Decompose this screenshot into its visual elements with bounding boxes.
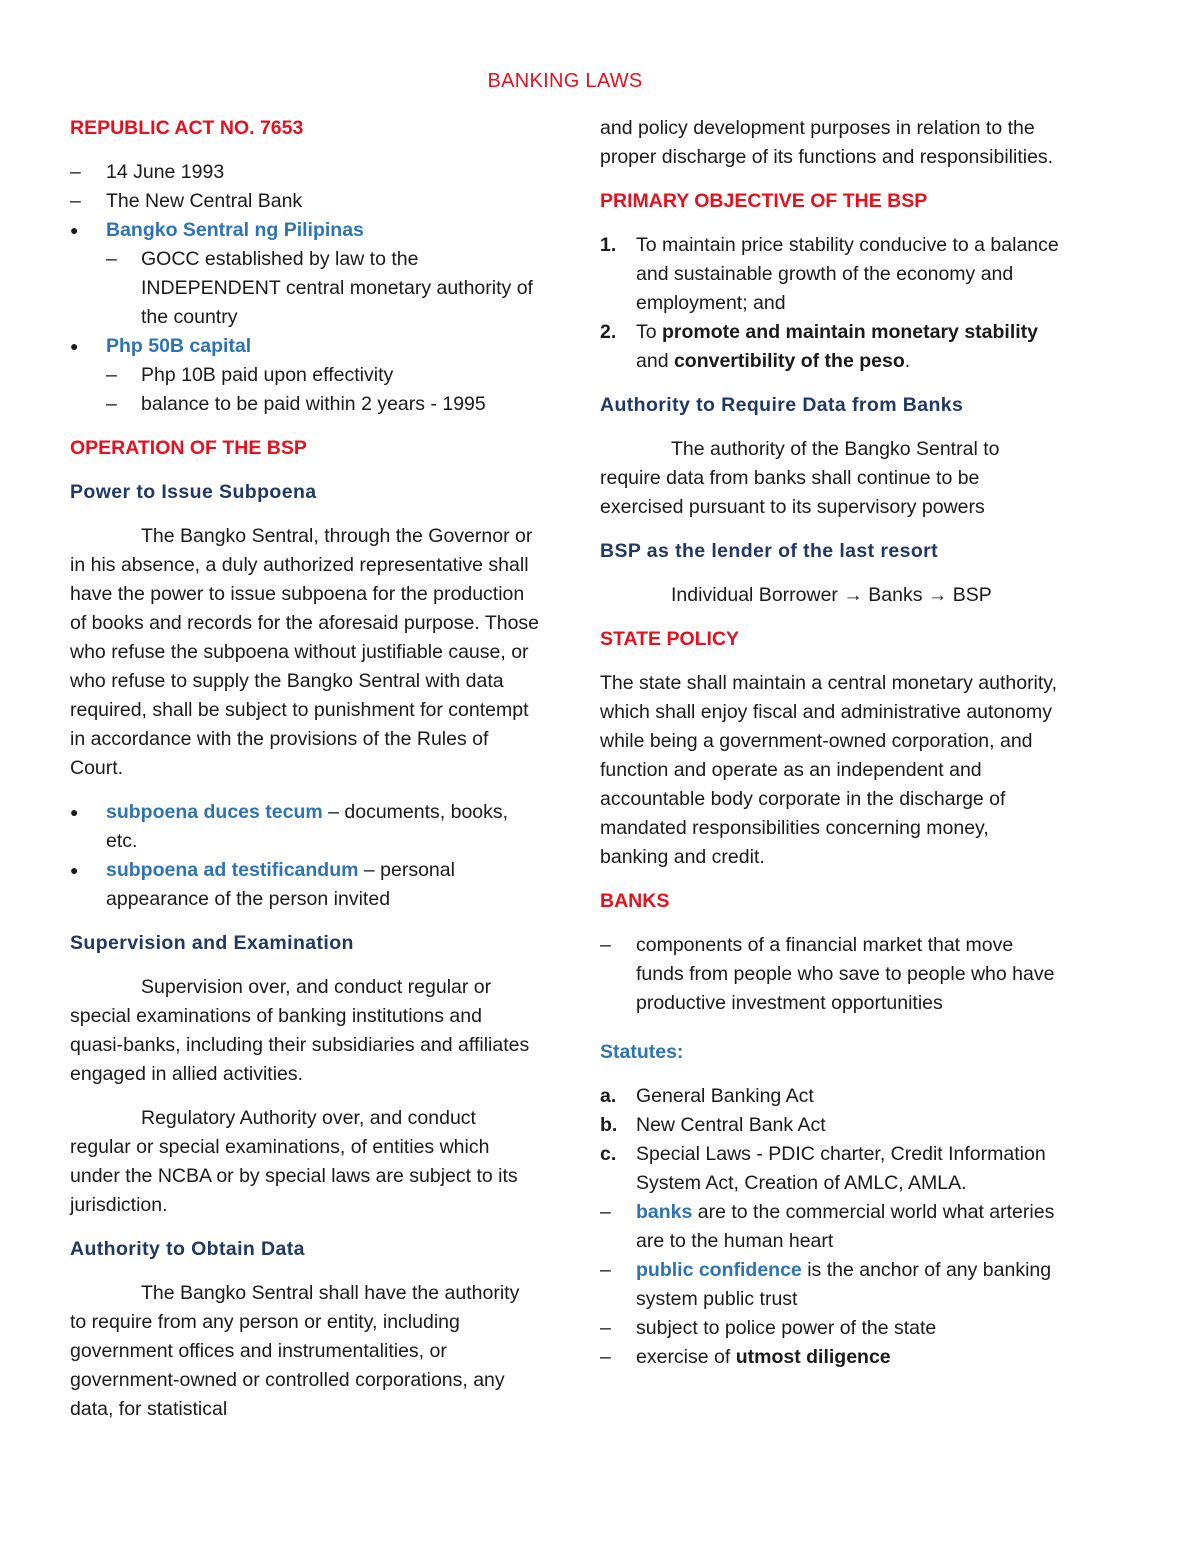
- list-item: 2. To promote and maintain monetary stability and convertibility of the peso.: [600, 321, 1038, 372]
- subpoena-types: [70, 798, 540, 914]
- require-text: The authority of the Bangko Sentral to require data from banks shall continue to be exercised pursuant to its supervisory powers: [600, 438, 1000, 518]
- list-item: ● Php 50B capital: [70, 335, 252, 357]
- list-item: c. Special Laws - PDIC charter, Credit Information System Act, Creation of AMLC, AMLA.: [600, 1143, 1046, 1194]
- ra-heading: REPUBLIC ACT NO. 7653: [70, 117, 304, 139]
- list-item: – subject to police power of the state: [600, 1317, 937, 1339]
- ra-list: [70, 158, 540, 419]
- bsp-label: Bangko Sentral ng Pilipinas: [106, 219, 364, 241]
- subpoena-heading: Power to Issue Subpoena: [70, 481, 317, 503]
- obtain-heading: Authority to Obtain Data: [70, 1238, 305, 1260]
- list-item: – Php 10B paid upon effectivity: [106, 364, 394, 386]
- supervision-heading: Supervision and Examination: [70, 932, 354, 954]
- lender-heading: BSP as the lender of the last resort: [600, 540, 939, 562]
- lender-flow: Individual Borrower → Banks → BSP: [671, 584, 992, 606]
- require-heading: Authority to Require Data from Banks: [600, 394, 964, 416]
- list-item: – balance to be paid within 2 years - 1995: [106, 393, 486, 415]
- banks-heading: BANKS: [600, 890, 670, 912]
- operation-heading: OPERATION OF THE BSP: [70, 437, 307, 459]
- regulatory-text: Regulatory Authority over, and conduct regular or special examinations, of entities which under the NCBA or by special laws are subject to its jurisdiction.: [70, 1107, 518, 1216]
- document-title: BANKING LAWS: [487, 70, 643, 92]
- state-heading: STATE POLICY: [600, 628, 740, 650]
- list-item: – banks are to the commercial world what arteries are to the human heart: [600, 1201, 1055, 1252]
- continuation-text: and policy development purposes in relation to the proper discharge of its functions and responsibilities.: [600, 117, 1054, 168]
- list-item: ● subpoena duces tecum – documents, books, etc.: [70, 801, 509, 852]
- supervision-text: Supervision over, and conduct regular or special examinations of banking institutions and quasi-banks, including their subsidiaries and affiliates engaged in allied activities.: [70, 976, 530, 1085]
- right-column: [600, 114, 1060, 1387]
- list-item: b. New Central Bank Act: [600, 1114, 826, 1136]
- list-item: ● Bangko Sentral ng Pilipinas: [70, 219, 364, 241]
- list-item: 1. To maintain price stability conducive to a balance and sustainable growth of the economy and employment; and: [600, 234, 1059, 314]
- banks-list: [600, 931, 1060, 1018]
- capital-label: Php 50B capital: [106, 335, 252, 357]
- list-item: – GOCC established by law to the INDEPENDENT central monetary authority of the country: [106, 248, 533, 328]
- obtain-text: The Bangko Sentral shall have the authority to require from any person or entity, including government offices and instrumentalities, or government-owned or controlled corporations, any data, for statistical: [70, 1282, 520, 1420]
- objective-heading: PRIMARY OBJECTIVE OF THE BSP: [600, 190, 928, 212]
- list-item: – The New Central Bank: [70, 190, 303, 212]
- list-item: – components of a financial market that move funds from people who save to people who have productive investment opportunities: [600, 934, 1055, 1014]
- list-item: a. General Banking Act: [600, 1085, 814, 1107]
- statutes-heading: Statutes:: [600, 1041, 684, 1063]
- subpoena-text: The Bangko Sentral, through the Governor or in his absence, a duly authorized representative shall have the power to issue subpoena for the production of books and records for the aforesaid purpose. Those who refuse the subpoena without justifiable cause, or who refuse to supply the Bangko Sentral with data required, shall be subject to punishment for contempt in accordance with the provisions of the Rules of Court.: [70, 525, 540, 779]
- statutes-list: [600, 1082, 1060, 1372]
- objective-list: [600, 231, 1060, 376]
- list-item: – exercise of utmost diligence: [600, 1346, 891, 1368]
- list-item: – public confidence is the anchor of any banking system public trust: [600, 1259, 1052, 1310]
- state-text: The state shall maintain a central monetary authority, which shall enjoy fiscal and administrative autonomy while being a government-owned corporation, and function and operate as an independent and accountable body corporate in the discharge of mandated responsibilities concerning money, banking and credit.: [600, 672, 1058, 868]
- left-column: [70, 114, 540, 1439]
- list-item: ● subpoena ad testificandum – personal appearance of the person invited: [70, 859, 455, 910]
- list-item: – 14 June 1993: [70, 161, 225, 183]
